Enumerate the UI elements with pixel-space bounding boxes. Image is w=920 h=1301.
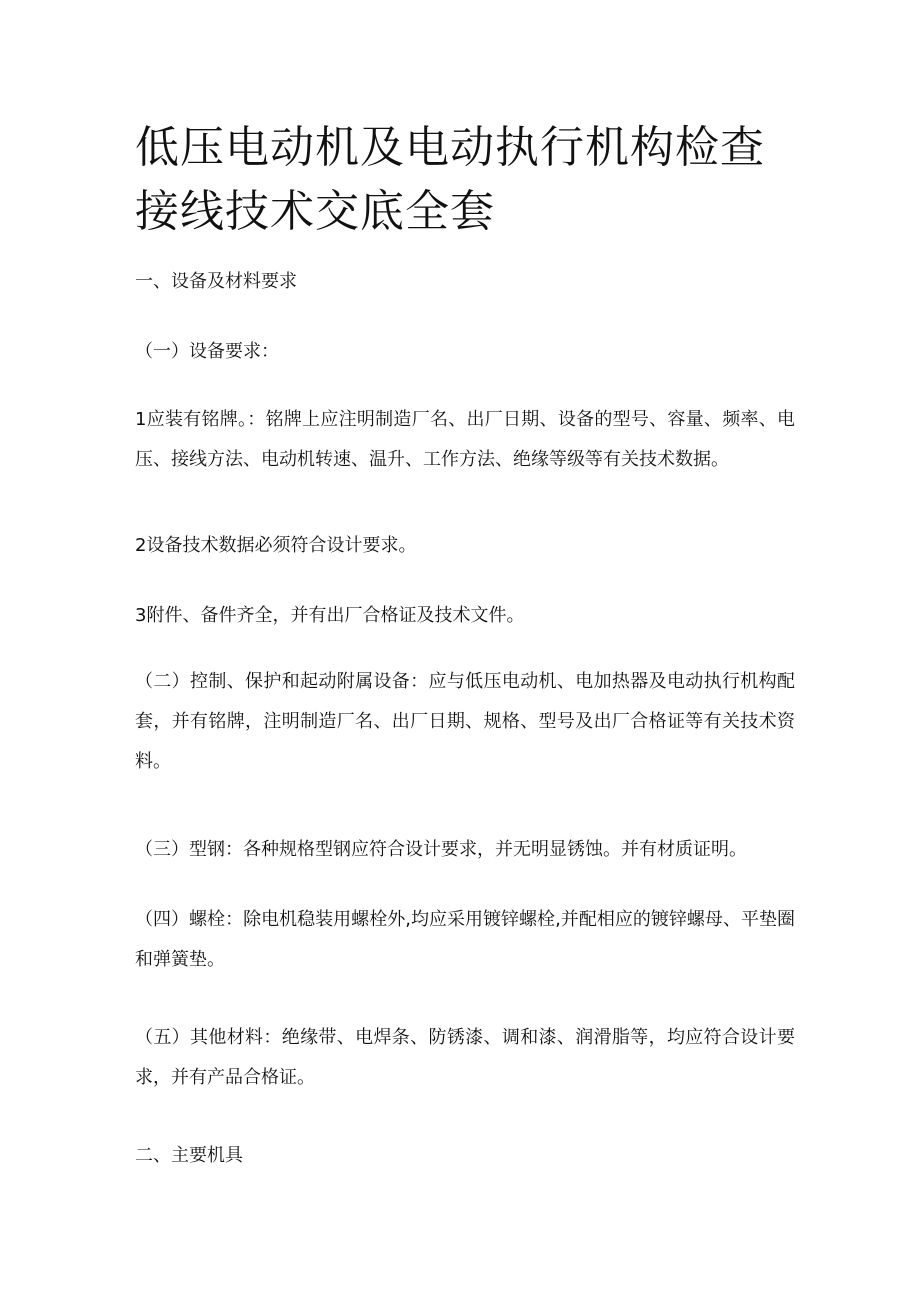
item-technical-data-requirement: 2设备技术数据必须符合设计要求。 bbox=[135, 535, 417, 556]
subsection-equipment-requirements: （一）设备要求： bbox=[135, 341, 279, 362]
item-nameplate-requirement: 1应装有铭牌。：铭牌上应注明制造厂名、出厂日期、设备的型号、容量、频率、电压、接线方法、电动机转速、温升、工作方法、绝缘等级等有关技术数据。 bbox=[135, 409, 795, 470]
item-accessories-requirement: 3附件、备件齐全，并有出厂合格证及技术文件。 bbox=[135, 605, 525, 626]
document-title: 低压电动机及电动执行机构检查接线技术交底全套 bbox=[135, 122, 765, 237]
subsection-steel-profiles: （三）型钢：各种规格型钢应符合设计要求，并无明显锈蚀。并有材质证明。 bbox=[135, 839, 747, 860]
section-heading-equipment-materials: 一、设备及材料要求 bbox=[135, 271, 297, 292]
subsection-bolts: （四）螺栓：除电机稳装用螺栓外,均应采用镀锌螺栓,并配相应的镀锌螺母、平垫圈和弹簧垫。 bbox=[135, 909, 795, 970]
section-heading-main-tools: 二、主要机具 bbox=[135, 1145, 243, 1166]
subsection-control-protection-devices: （二）控制、保护和起动附属设备：应与低压电动机、电加热器及电动执行机构配套，并有铭牌，注明制造厂名、出厂日期、规格、型号及出厂合格证等有关技术资料。 bbox=[135, 671, 795, 772]
subsection-other-materials: （五）其他材料：绝缘带、电焊条、防锈漆、调和漆、润滑脂等，均应符合设计要求，并有产品合格证。 bbox=[135, 1027, 795, 1088]
